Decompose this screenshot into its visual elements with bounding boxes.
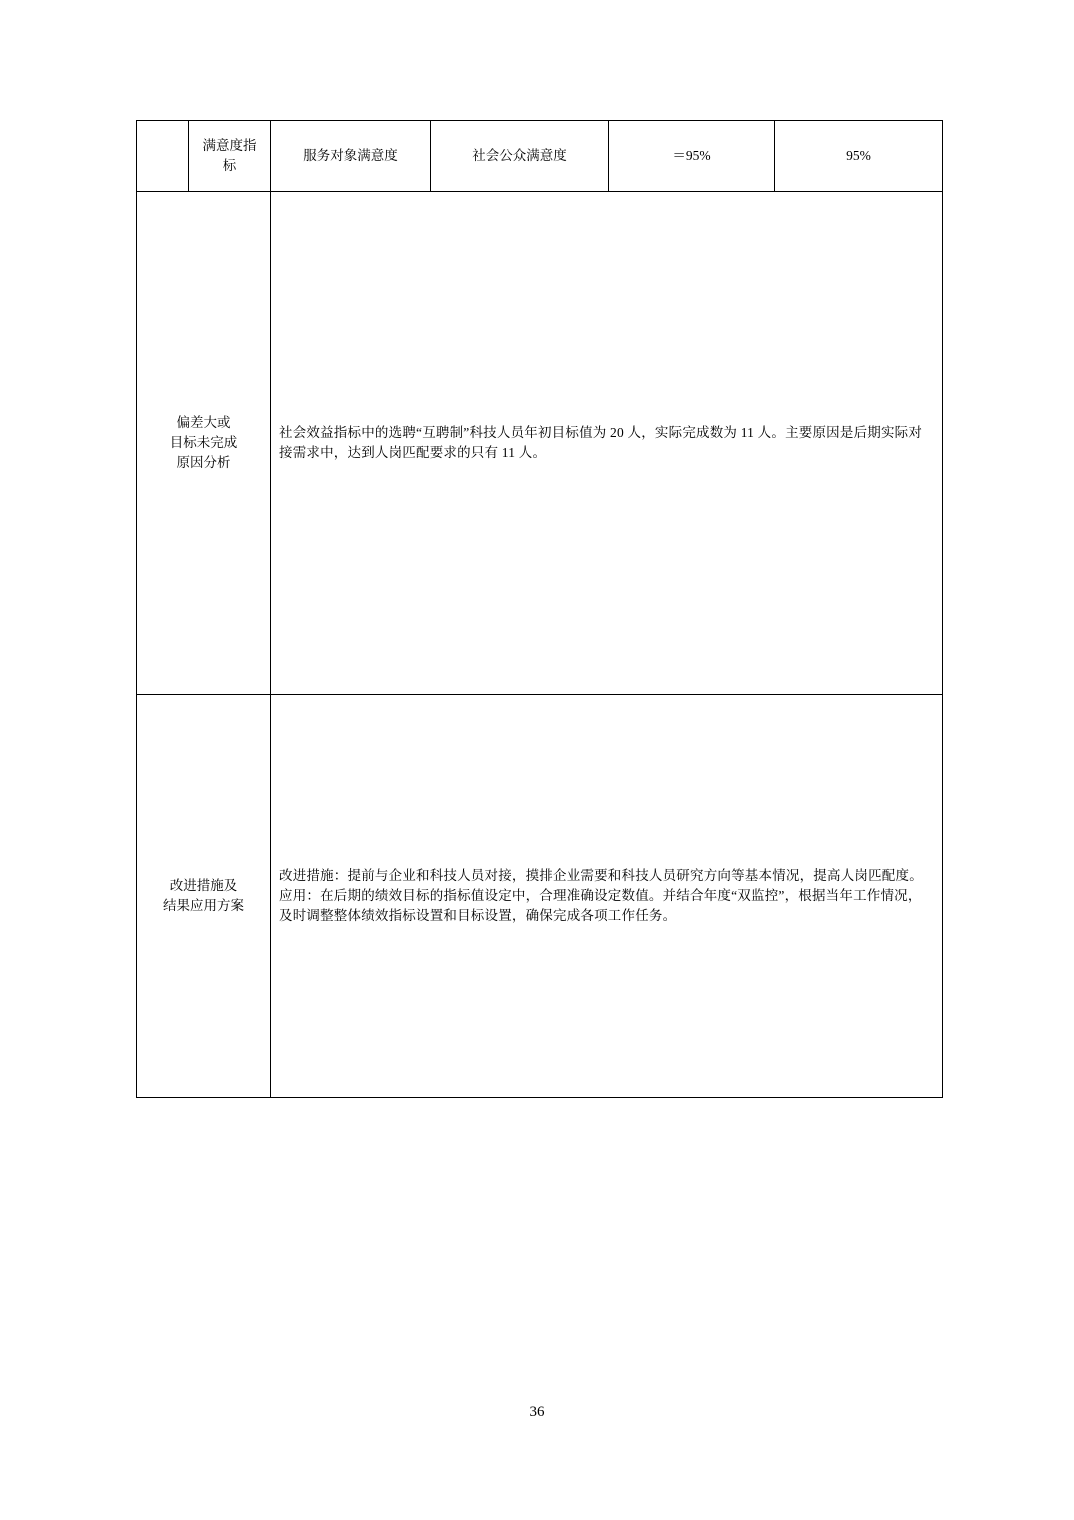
improvement-label-line-1: 改进措施及 (169, 877, 238, 893)
deviation-label-line-3: 原因分析 (176, 455, 231, 471)
empty-cell (137, 121, 189, 192)
table-row (137, 695, 943, 1098)
improvement-measures-label (137, 695, 271, 1098)
indicator-category-cell: 满意度指标 (189, 121, 271, 192)
indicator-detail-cell: 社会公众满意度 (431, 121, 609, 192)
deviation-analysis-content (271, 192, 943, 695)
improvement-measures-content (271, 695, 943, 1098)
page-number: 36 (529, 1404, 545, 1420)
improvement-paragraph-1: 改进措施：提前与企业和科技人员对接，摸排企业需要和科技人员研究方向等基本情况，提高人岗匹配度。 (279, 867, 923, 883)
actual-value-cell: 95% (775, 121, 943, 192)
deviation-label-line-2: 目标未完成 (169, 434, 238, 450)
performance-table (136, 120, 943, 1098)
deviation-paragraph: 社会效益指标中的选聘“互聘制”科技人员年初目标值为 20 人，实际完成数为 11 人。主要原因是后期实际对接需求中，达到人岗匹配要求的只有 11 人。 (279, 424, 923, 460)
indicator-name-cell: 服务对象满意度 (271, 121, 431, 192)
table-row (137, 121, 943, 192)
deviation-label-line-1: 偏差大或 (176, 414, 231, 430)
deviation-analysis-label (137, 192, 271, 695)
target-value-cell: ＝95% (609, 121, 775, 192)
improvement-paragraph-2: 应用：在后期的绩效目标的指标值设定中，合理准确设定数值。并结合年度“双监控”，根据当年工作情况，及时调整整体绩效指标设置和目标设置，确保完成各项工作任务。 (279, 887, 922, 924)
improvement-label-line-2: 结果应用方案 (163, 898, 244, 913)
table-row (137, 192, 943, 695)
